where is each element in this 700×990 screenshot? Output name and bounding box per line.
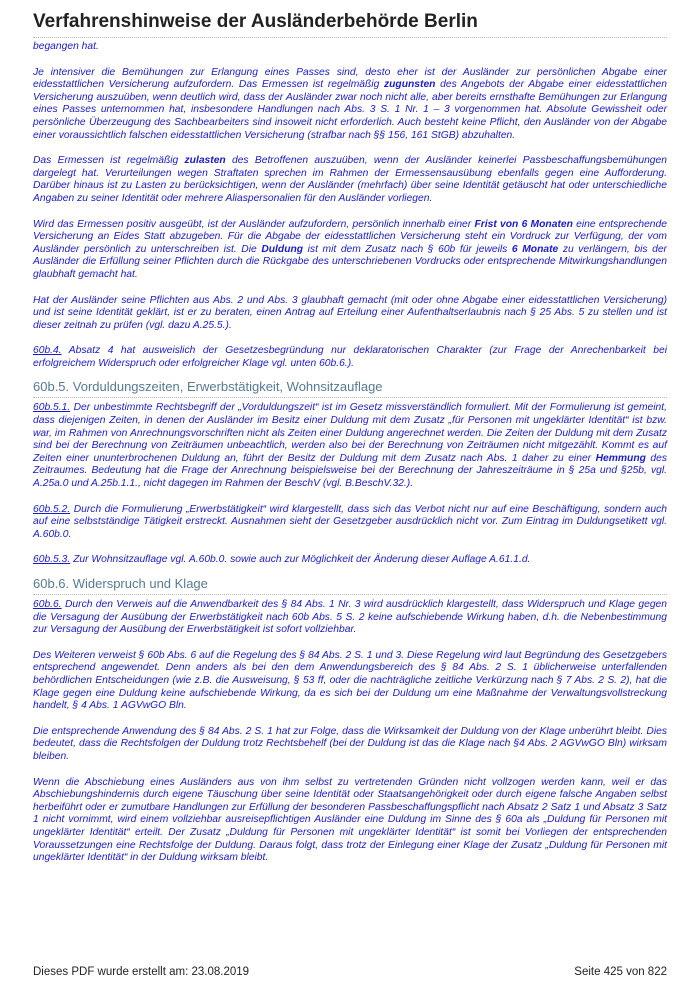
section-ref-link[interactable]: 60b.5.2. [33, 503, 71, 515]
document-body [33, 41, 667, 865]
paragraph: 60b.5.1. Der unbestimmte Rechtsbegriff der „Vorduldungszeit“ ist im Gesetz missverständlich formuliert. Mit der Formulierung ist gemeint, dass diejenigen Zeiten, in denen der Ausländer im Besitz einer Duldung mit dem Zusatz „für Personen mit ungeklärter Identität“ ist bzw. war, im Rahmen von Anrechnungsvorschriften nicht als Zeiten einer Duldung angerechnet werden. Die Zeiten der Duldung mit dem Zusatz sind bei der Berechnung von Zeiträumen unbeachtlich, werden also bei der Berechnung von Zeiträumen nicht mitgezählt. Kommt es auf Zeiten einer ununterbrochenen Duldung an, führt der Besitz der Duldung mit dem Zusatz nach Abs. 1 daher zu einer Hemmung des Zeitraumes. Bedeutung hat die Frage der Anrechnung beispielsweise bei der Berechnung der Jahreszeiträume in § 25a und §25b, vgl. A.25a.0 und A.25b.1.1., nicht dagegen im Rahmen der BeschV (vgl. B.BeschV.32.). [33, 402, 667, 490]
paragraph: 60b.6. Durch den Verweis auf die Anwendbarkeit des § 84 Abs. 1 Nr. 3 wird ausdrücklich klargestellt, dass Widerspruch und Klage gegen die Versagung der Ausübung der Erwerbstätigkeit nach 60b Abs. 5 S. 2 keine aufschiebende Wirkung haben, d.h. die Nebenbestimmung zur Versagung der Ausübung der Erwerbstätigkeit ist sofort vollziehbar. [33, 599, 667, 636]
section-heading: 60b.5. Vorduldungszeiten, Erwerbstätigkeit, Wohnsitzauflage [33, 379, 667, 398]
paragraph: Die entsprechende Anwendung des § 84 Abs. 2 S. 1 hat zur Folge, dass die Wirksamkeit der Duldung von der Klage unberührt bleibt. Dies bedeutet, dass die Rechtsfolgen der Duldung trotz Rechtsbehelf (bei der Duldung ist das die Klage nach §4 Abs. 2 AGVwGO Bln) wirksam bleiben. [33, 725, 667, 762]
paragraph: Wenn die Abschiebung eines Ausländers aus von ihm selbst zu vertretenden Gründen nicht vollzogen werden kann, weil er das Abschiebungshindernis durch eigene Täuschung über seine Identität oder Staatsangehörigkeit oder durch eigene falsche Angaben selbst herbeiführt oder er zumutbare Handlungen zur Erfüllung der besonderen Passbeschaffungspflicht nach Absatz 2 Satz 1 und Absatz 3 Satz 1 nicht vornimmt, wird einem vollziehbar ausreisepflichtigen Ausländer eine Duldung im Sinne des § 60a als „Duldung für Personen mit ungeklärter Identität“ erteilt. Der Zusatz „Duldung für Personen mit ungeklärter Identität“ ist somit bei Vorliegen der entsprechenden Voraussetzungen eine Rechtsfolge der Duldung. Daraus folgt, dass trotz der Einlegung einer Klage der Zusatz „Duldung für Personen mit ungeklärter Identität“ in der Duldung wirksam bleibt. [33, 776, 667, 864]
page-footer [33, 966, 667, 978]
emphasis: Hemmung [595, 452, 646, 464]
emphasis: zulasten [184, 155, 226, 167]
paragraph: 60b.5.3. Zur Wohnsitzauflage vgl. A.60b.0. sowie auch zur Möglichkeit der Änderung dieser Auflage A.61.1.d. [33, 554, 531, 566]
section-ref-link[interactable]: 60b.4. [33, 345, 62, 357]
paragraph: Hat der Ausländer seine Pflichten aus Abs. 2 und Abs. 3 glaubhaft gemacht (mit oder ohne Abgabe einer eidesstattlichen Versicherung) und ist seine Identität geklärt, ist er zu beraten, einen Antrag auf Erteilung einer Aufenthaltserlaubnis nach § 25 Abs. 5 zu stellen und ist dieser zeitnah zu prüfen (vgl. dazu A.25.5.). [33, 294, 667, 331]
paragraph: Wird das Ermessen positiv ausgeübt, ist der Ausländer aufzufordern, persönlich innerhalb einer Frist von 6 Monaten eine entsprechende Versicherung an Eides Statt abzugeben. Für die Abgabe der eidesstattlichen Versicherung steht ein Vordruck zur Verfügung, der vom Ausländer persönlich zu unterschreiben ist. Die Duldung ist mit dem Zusatz nach § 60b für jeweils 6 Monate zu verlängern, bis der Ausländer die Erfüllung seiner Pflichten durch die Rückgabe des unterschriebenen Vordrucks oder entsprechende Mitwirkungshandlungen glaubhaft gemacht hat. [33, 218, 667, 280]
emphasis: Duldung [261, 243, 304, 255]
emphasis: zugunsten [383, 79, 436, 91]
document-page [33, 10, 667, 878]
document-title: Verfahrenshinweise der Ausländerbehörde Berlin [33, 10, 667, 38]
page-number: Seite 425 von 822 [574, 966, 667, 978]
paragraph: Das Ermessen ist regelmäßig zulasten des Betroffenen auszuüben, wenn der Ausländer keinerlei Passbeschaffungsbemühungen dargelegt hat. Verurteilungen wegen Straftaten sprechen im Rahmen der Ermessensausübung ebenfalls gegen eine Aufforderung. Darüber hinaus ist zu Lasten zu berücksichtigen, wenn der Ausländer (mehrfach) über seine Identität getäuscht hat oder unterschiedliche Angaben zu seiner Identität oder mehrere Aliaspersonalien für den Ausländer vorliegen. [33, 155, 667, 204]
emphasis: Frist von 6 Monaten [474, 218, 573, 230]
paragraph: 60b.4. Absatz 4 hat ausweislich der Gesetzesbegründung nur deklaratorischen Charakter (zur Frage der Anrechenbarkeit bei erfolgreichem Widerspruch oder erfolgreicher Klage vgl. unten 60b.6.). [33, 345, 667, 369]
emphasis: 6 Monate [511, 243, 559, 255]
section-ref-link[interactable]: 60b.6. [33, 599, 62, 610]
section-ref-link[interactable]: 60b.5.3. [33, 554, 71, 566]
paragraph: Je intensiver die Bemühungen zur Erlangung eines Passes sind, desto eher ist der Ausländer zur persönlichen Abgabe einer eidesstattlichen Versicherung aufzufordern. Das Ermessen ist regelmäßig zugunsten des Angebots der Abgabe einer eidesstattlichen Versicherung auszuüben, wenn deutlich wird, dass der Ausländer zwar noch nicht alle, aber bereits ernsthafte Bemühungen zur Erlangung eines Passes unternommen hat, insbesondere Handlungen nach Abs. 3 S. 1 Nr. 1 – 3 vorgenommen hat. Absolute Gewissheit oder persönliche Überzeugung des Sachbearbeiters sind insoweit nicht erforderlich. Auch besteht keine Pflicht, den Ausländer von der Abgabe einer voraussichtlich falschen eidesstattlichen Versicherung (strafbar nach §§ 156, 161 StGB) abzuhalten. [33, 66, 667, 141]
paragraph: Des Weiteren verweist § 60b Abs. 6 auf die Regelung des § 84 Abs. 2 S. 1 und 3. Diese Regelung wird laut Begründung des Gesetzgebers entsprechend angewendet. Denn anders als bei den dem Anwendungsbereich des § 84 Abs. 2 S. 1 üblicherweise unterfallenden behördlichen Entscheidungen (wie z.B. die Ausweisung, § 53 ff, oder die nachträgliche zeitliche Verkürzung nach § 7 Abs. 2 S. 2), hat die Klage gegen eine Duldung keine aufschiebende Wirkung, da es sich bei der Duldung um eine Maßnahme der Verwaltungsvollstreckung handelt, § 4 Abs. 1 AGVwGO Bln. [33, 649, 667, 712]
creation-date: Dieses PDF wurde erstellt am: 23.08.2019 [33, 966, 250, 978]
section-ref-link[interactable]: 60b.5.1. [33, 402, 71, 414]
paragraph: 60b.5.2. Durch die Formulierung „Erwerbstätigkeit“ wird klargestellt, dass sich das Verbot nicht nur auf eine Beschäftigung, sondern auch auf eine selbstständige Tätigkeit erstreckt. Ausnahmen sieht der Gesetzgeber ausdrücklich nicht vor. Zum Eintrag im Duldungsetikett vgl. A.60b.0. [33, 503, 667, 540]
paragraph: begangen hat. [33, 41, 99, 52]
section-heading: 60b.6. Widerspruch und Klage [33, 576, 667, 595]
